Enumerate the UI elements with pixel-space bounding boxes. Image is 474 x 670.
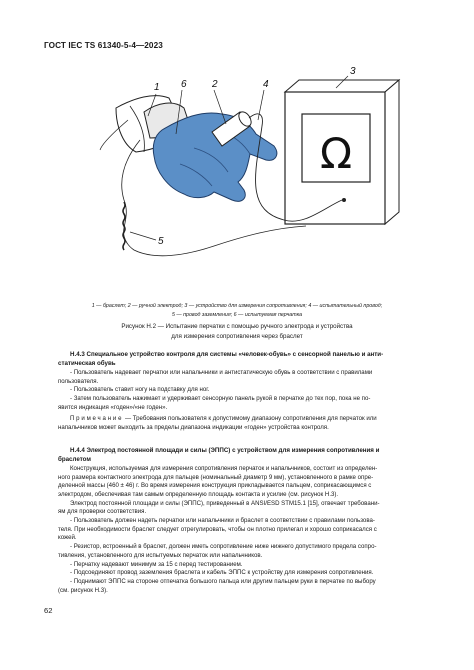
section-h44 xyxy=(58,447,441,595)
callout-4: 4 xyxy=(263,79,269,90)
caption-line: Рисунок Н.2 — Испытание перчатки с помощью ручного электрода и устройства xyxy=(121,323,353,330)
legend-line: 1 — браслет; 2 — ручной электрод; 3 — устройство для измерения сопротивления; 4 — испытательный провод; xyxy=(91,303,383,309)
ohm-symbol: Ω xyxy=(319,129,353,178)
paragraph: Электрод постоянной площади и силы (ЭППС), приведенный в ANSI/ESD STM15.1 [15], отвечает требовани- ям для проверки соответствия. xyxy=(58,499,380,516)
page-number: 62 xyxy=(44,606,53,615)
callout-2: 2 xyxy=(212,79,218,90)
callout-3: 3 xyxy=(350,66,356,77)
figure-caption xyxy=(40,322,434,341)
paragraph: - Подсоединяют провод заземления браслета и кабель ЭППС к устройству для измерения сопротивления. xyxy=(70,569,374,577)
callout-5: 5 xyxy=(158,236,164,247)
paragraph: - Пользователь надевает перчатки или напальчники и антистатическую обувь в соответствии с правилами пользователя. xyxy=(58,368,373,385)
paragraph: - Перчатку надевают минимум за 15 с перед тестированием. xyxy=(70,560,243,568)
paragraph: - Затем пользователь нажимает и удерживает сенсорную панель рукой в перчатке до тех пор, пока не по- явится индикация «годен»/«не годен». xyxy=(58,394,371,411)
section-heading: Н.4.4 Электрод постоянной площади и силы (ЭППС) с устройством для измерения сопротивления и браслетом xyxy=(58,447,380,463)
paragraph: - Резистор, встроенный в браслет, должен иметь сопротивление ниже нижнего допустимого предела сопро- тивления, установленного для испытуемых перчаток или напальчников. xyxy=(58,543,377,559)
paragraph: - Пользователь должен надеть перчатки или напальчники и браслет в соответствии с правилами пользова- теля. При необходимости браслет следует отрегулировать, чтобы он плотно прилегал и хорошо соприкасался с кожей. xyxy=(58,517,377,542)
document-header: ГОСТ IEC TS 61340-5-4—2023 xyxy=(44,41,163,50)
paragraph: - Поднимают ЭППС на стороне отпечатка большого пальца или другим пальцем руки в перчатке по выбору (см. рисунок Н.3). xyxy=(58,577,376,594)
callout-6: 6 xyxy=(181,79,187,90)
resistance-meter xyxy=(285,80,399,224)
blue-glove xyxy=(153,113,277,201)
figure-h2-illustration xyxy=(44,60,434,302)
paragraph: Конструкция, используемая для измерения сопротивления перчаток и напальчников, состоит из определен- ного размера контактного электрода для пальцев (номинальный диаметр 9 мм), установленного в рамке опре- деленной массы (460 ± 46) г. Во время измерения конструкция прикладывается пальцем, соприкасающимся с электродом, обеспечивая там самым определенную площадь контакта и усилие (см. рисунок Н.3). xyxy=(58,464,378,498)
figure-legend xyxy=(40,302,434,319)
caption-line: для измерения сопротивления через браслет xyxy=(171,332,303,340)
paragraph: - Пользователь ставит ногу на подставку для ног. xyxy=(70,386,210,394)
section-heading: Н.4.3 Специальное устройство контроля для системы «человек-обувь» с сенсорной панелью и анти- статическая обувь xyxy=(58,351,384,367)
section-h43 xyxy=(58,351,441,433)
note: Примечание — Требования пользователя к допустимому диапазону сопротивления для перчаток или напальчников может выходить за пределы диапазона индикации «годен» устройства контроля. xyxy=(58,415,377,432)
legend-line: 5 — провод заземления; 6 — испытуемая перчатка xyxy=(171,311,303,318)
callout-1: 1 xyxy=(154,82,160,93)
